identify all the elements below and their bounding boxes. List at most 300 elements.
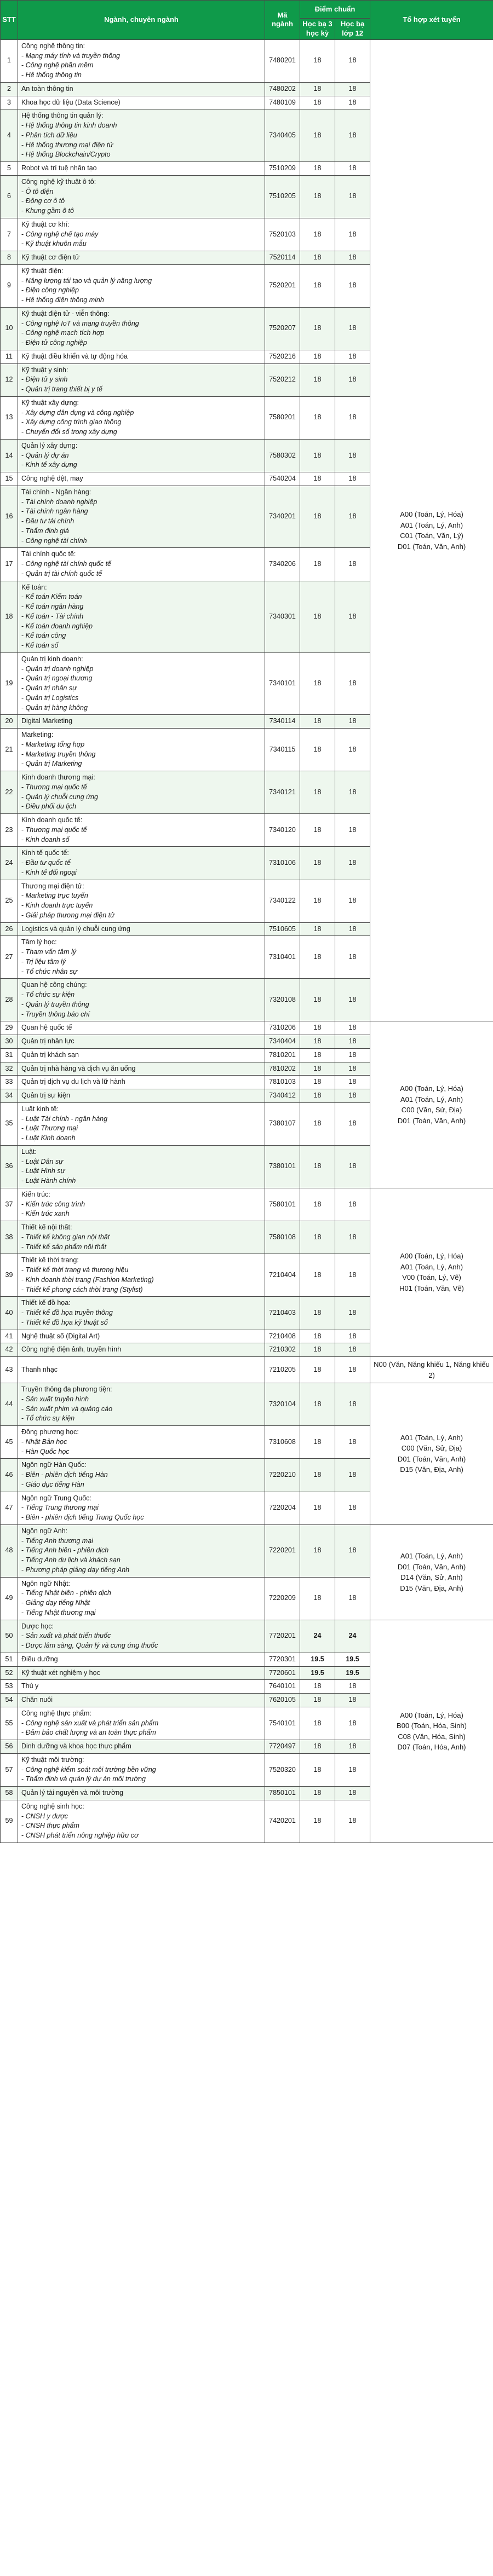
row-hb12: 18 xyxy=(335,96,370,109)
row-stt: 44 xyxy=(1,1383,18,1426)
row-hb3: 18 xyxy=(300,548,335,581)
row-hb3: 18 xyxy=(300,486,335,548)
row-hb12: 24 xyxy=(335,1620,370,1653)
row-code: 7510209 xyxy=(265,162,300,176)
row-code: 7810103 xyxy=(265,1076,300,1089)
specialization: - Chuyển đổi số trong xây dựng xyxy=(21,428,261,437)
major-name: Công nghệ thông tin: xyxy=(21,42,85,50)
specialization: - Khung gầm ô tô xyxy=(21,206,261,216)
major-name: Quản trị nhà hàng và dịch vụ ăn uống xyxy=(21,1064,136,1072)
specialization: - Sản xuất và phát triển thuốc xyxy=(21,1631,261,1641)
row-hb3: 18 xyxy=(300,1383,335,1426)
row-hb3: 18 xyxy=(300,729,335,771)
header-hb12: Học bạ lớp 12 xyxy=(335,19,370,40)
row-code: 7340201 xyxy=(265,486,300,548)
row-hb12: 18 xyxy=(335,1694,370,1707)
row-stt: 11 xyxy=(1,350,18,363)
major-name: Digital Marketing xyxy=(21,717,73,725)
specialization: - Trị liệu tâm lý xyxy=(21,957,261,967)
row-major xyxy=(18,1492,265,1524)
row-stt: 19 xyxy=(1,652,18,715)
major-name: Kỹ thuật xây dựng: xyxy=(21,398,79,407)
major-name: Nghệ thuật số (Digital Art) xyxy=(21,1332,100,1340)
specialization: - Kiến trúc xanh xyxy=(21,1209,261,1219)
row-hb12: 18 xyxy=(335,1459,370,1492)
row-stt: 49 xyxy=(1,1577,18,1620)
major-name: Kinh tế quốc tế: xyxy=(21,849,69,857)
row-major xyxy=(18,1383,265,1426)
row-hb3: 18 xyxy=(300,1021,335,1035)
specialization: - Tổ chức sự kiện xyxy=(21,990,261,1000)
row-major xyxy=(18,548,265,581)
row-hb12: 18 xyxy=(335,264,370,307)
specialization: - Quản lý chuỗi cung ứng xyxy=(21,793,261,802)
header-to-hop: Tổ hợp xét tuyển xyxy=(370,1,493,40)
row-hb12: 18 xyxy=(335,486,370,548)
row-major xyxy=(18,1707,265,1740)
row-code: 7220201 xyxy=(265,1524,300,1577)
major-name: Quản lý xây dựng: xyxy=(21,441,78,449)
row-code: 7520207 xyxy=(265,307,300,350)
combination-line: A01 (Toán, Lý, Anh) xyxy=(400,1433,463,1442)
specialization: - CNSH phát triển nông nghiệp hữu cơ xyxy=(21,1831,261,1841)
specialization: - Kế toán số xyxy=(21,641,261,651)
specialization: - Quản lý truyền thông xyxy=(21,1000,261,1010)
header-hb3: Học bạ 3 học kỳ xyxy=(300,19,335,40)
major-name: Ngôn ngữ Hàn Quốc: xyxy=(21,1461,87,1469)
row-hb12: 18 xyxy=(335,936,370,979)
specialization: - Marketing tổng hợp xyxy=(21,740,261,750)
row-major xyxy=(18,1145,265,1188)
row-major xyxy=(18,1740,265,1754)
row-major xyxy=(18,39,265,82)
row-hb12: 18 xyxy=(335,39,370,82)
specialization: - Điều phối du lịch xyxy=(21,802,261,812)
specialization: - Kế toán Kiểm toán xyxy=(21,592,261,602)
row-hb3: 18 xyxy=(300,363,335,396)
specialization: - Tiếng Nhật biên - phiên dịch xyxy=(21,1589,261,1598)
major-name: Kỹ thuật điện tử - viễn thông: xyxy=(21,309,110,317)
row-hb3: 18 xyxy=(300,1221,335,1254)
major-name: Luật: xyxy=(21,1147,37,1156)
row-stt: 2 xyxy=(1,82,18,96)
row-stt: 9 xyxy=(1,264,18,307)
row-code: 7380101 xyxy=(265,1145,300,1188)
specialization: - Quản lý dự án xyxy=(21,451,261,461)
specialization: - Quản trị tài chính quốc tế xyxy=(21,569,261,579)
row-stt: 13 xyxy=(1,396,18,439)
specialization: - Tiếng Trung thương mại xyxy=(21,1503,261,1513)
row-major xyxy=(18,1343,265,1357)
specialization: - Điện tử y sinh xyxy=(21,375,261,385)
row-code: 7340120 xyxy=(265,814,300,847)
row-code: 7340115 xyxy=(265,729,300,771)
row-code: 7520114 xyxy=(265,251,300,265)
header-ma-nganh: Mã ngành xyxy=(265,1,300,40)
major-name: Kỹ thuật xét nghiệm y học xyxy=(21,1668,100,1677)
specialization: - Kế toán ngân hàng xyxy=(21,602,261,612)
row-hb3: 18 xyxy=(300,1492,335,1524)
row-major xyxy=(18,1666,265,1680)
row-major xyxy=(18,439,265,472)
combination-line: D15 (Văn, Địa, Anh) xyxy=(400,1584,463,1592)
major-name: Công nghệ điện ảnh, truyền hình xyxy=(21,1345,122,1354)
row-code: 7340404 xyxy=(265,1035,300,1049)
row-major xyxy=(18,1753,265,1786)
major-name: Truyền thông đa phương tiện: xyxy=(21,1385,112,1394)
row-major xyxy=(18,1694,265,1707)
row-hb12: 18 xyxy=(335,1800,370,1843)
specialization: - Công nghệ phần mềm xyxy=(21,61,261,71)
row-hb12: 18 xyxy=(335,82,370,96)
specialization: - Điện tử công nghiệp xyxy=(21,338,261,348)
row-stt: 57 xyxy=(1,1753,18,1786)
specialization: - Marketing truyền thông xyxy=(21,750,261,760)
row-stt: 5 xyxy=(1,162,18,176)
row-major xyxy=(18,1076,265,1089)
specialization: - Kinh tế xây dựng xyxy=(21,460,261,470)
row-code: 7220204 xyxy=(265,1492,300,1524)
major-name: Kỹ thuật cơ điện tử xyxy=(21,253,80,262)
combination-line: C00 (Văn, Sử, Địa) xyxy=(401,1106,462,1114)
specialization: - Điện công nghiệp xyxy=(21,286,261,296)
row-stt: 32 xyxy=(1,1062,18,1076)
row-hb3: 18 xyxy=(300,1426,335,1459)
combination-line: D01 (Toán, Văn, Anh) xyxy=(397,1454,466,1463)
row-hb12: 18 xyxy=(335,548,370,581)
specialization: - Kiến trúc công trình xyxy=(21,1200,261,1210)
row-hb3: 18 xyxy=(300,1680,335,1694)
row-hb12: 18 xyxy=(335,1297,370,1330)
row-stt: 3 xyxy=(1,96,18,109)
combination-line: H01 (Toán, Văn, Vẽ) xyxy=(399,1284,464,1292)
row-hb12: 18 xyxy=(335,1021,370,1035)
row-hb3: 18 xyxy=(300,1330,335,1343)
row-stt: 23 xyxy=(1,814,18,847)
row-hb3: 18 xyxy=(300,1694,335,1707)
row-hb12: 18 xyxy=(335,162,370,176)
subject-combination xyxy=(370,1188,493,1356)
row-code: 7320104 xyxy=(265,1383,300,1426)
combination-line: A01 (Toán, Lý, Anh) xyxy=(400,1095,463,1104)
row-stt: 48 xyxy=(1,1524,18,1577)
row-major xyxy=(18,1680,265,1694)
specialization: - Tài chính ngân hàng xyxy=(21,507,261,517)
row-hb3: 18 xyxy=(300,251,335,265)
row-stt: 18 xyxy=(1,581,18,652)
row-code: 7720601 xyxy=(265,1666,300,1680)
row-major xyxy=(18,1787,265,1800)
row-hb3: 18 xyxy=(300,814,335,847)
major-name: Tâm lý học: xyxy=(21,938,57,946)
row-hb3: 18 xyxy=(300,1800,335,1843)
specialization: - Kế toán công xyxy=(21,631,261,641)
specialization: - Giáo dục tiếng Hàn xyxy=(21,1480,261,1490)
row-hb12: 18 xyxy=(335,581,370,652)
major-name: Kỹ thuật y sinh: xyxy=(21,366,68,374)
row-stt: 36 xyxy=(1,1145,18,1188)
row-hb12: 18 xyxy=(335,1707,370,1740)
specialization: - Luật Kinh doanh xyxy=(21,1134,261,1143)
row-major xyxy=(18,1459,265,1492)
row-hb3: 18 xyxy=(300,1048,335,1062)
specialization: - Hệ thống điện thông minh xyxy=(21,296,261,305)
row-code: 7520103 xyxy=(265,218,300,251)
major-name: Kiến trúc: xyxy=(21,1190,50,1198)
row-code: 7480109 xyxy=(265,96,300,109)
combination-line: A01 (Toán, Lý, Anh) xyxy=(400,521,463,529)
specialization: - Quản trị hàng không xyxy=(21,703,261,713)
specialization: - Hệ thống thương mại điện tử xyxy=(21,141,261,151)
row-hb12: 18 xyxy=(335,1740,370,1754)
row-hb12: 18 xyxy=(335,814,370,847)
row-major xyxy=(18,251,265,265)
row-code: 7580302 xyxy=(265,439,300,472)
row-stt: 39 xyxy=(1,1254,18,1297)
row-hb12: 18 xyxy=(335,1188,370,1221)
row-code: 7480201 xyxy=(265,39,300,82)
subject-combination xyxy=(370,1357,493,1383)
row-hb3: 18 xyxy=(300,1188,335,1221)
row-hb3: 18 xyxy=(300,1707,335,1740)
row-hb3: 18 xyxy=(300,1145,335,1188)
major-name: Quản trị khách sạn xyxy=(21,1050,79,1059)
specialization: - Quản trị trang thiết bị y tế xyxy=(21,385,261,395)
specialization: - Hệ thống Blockchain/Crypto xyxy=(21,150,261,160)
row-major xyxy=(18,486,265,548)
major-name: Tài chính - Ngân hàng: xyxy=(21,488,91,496)
combination-line: B00 (Toán, Hóa, Sinh) xyxy=(397,1722,467,1730)
row-hb3: 18 xyxy=(300,1459,335,1492)
major-name: Thú y xyxy=(21,1682,39,1690)
row-stt: 21 xyxy=(1,729,18,771)
specialization: - Công nghệ tài chính quốc tế xyxy=(21,559,261,569)
table-row xyxy=(1,1021,493,1035)
row-hb3: 18 xyxy=(300,307,335,350)
row-stt: 43 xyxy=(1,1357,18,1383)
row-hb3: 18 xyxy=(300,472,335,486)
major-name: Thương mại điện tử: xyxy=(21,882,84,890)
row-stt: 53 xyxy=(1,1680,18,1694)
row-code: 7210205 xyxy=(265,1357,300,1383)
table-body xyxy=(1,39,493,1843)
row-hb12: 18 xyxy=(335,1524,370,1577)
specialization: - Công nghệ chế tạo máy xyxy=(21,230,261,240)
table-row xyxy=(1,1357,493,1383)
specialization: - Thiết kế phong cách thời trang (Stylist) xyxy=(21,1285,261,1295)
major-name: Quan hệ công chúng: xyxy=(21,981,87,989)
specialization: - Xây dựng dân dụng và công nghiệp xyxy=(21,408,261,418)
combination-line: A01 (Toán, Lý, Anh) xyxy=(400,1552,463,1561)
specialization: - Thiết kế thời trang và thương hiệu xyxy=(21,1266,261,1275)
specialization: - Kinh tế đối ngoại xyxy=(21,868,261,878)
subject-combination xyxy=(370,1383,493,1525)
specialization: - Luật Thương mại xyxy=(21,1124,261,1134)
row-hb3: 18 xyxy=(300,1062,335,1076)
row-stt: 45 xyxy=(1,1426,18,1459)
row-stt: 27 xyxy=(1,936,18,979)
row-major xyxy=(18,880,265,922)
specialization: - Tiếng Nhật thương mại xyxy=(21,1608,261,1618)
row-hb12: 18 xyxy=(335,307,370,350)
row-hb12: 18 xyxy=(335,439,370,472)
row-hb12: 18 xyxy=(335,1089,370,1103)
row-major xyxy=(18,922,265,936)
row-code: 7580108 xyxy=(265,1221,300,1254)
major-name: Thanh nhạc xyxy=(21,1365,58,1373)
row-code: 7520212 xyxy=(265,363,300,396)
row-stt: 17 xyxy=(1,548,18,581)
table-row xyxy=(1,1524,493,1577)
major-name: Công nghệ kỹ thuật ô tô: xyxy=(21,177,96,186)
row-major xyxy=(18,1653,265,1666)
row-stt: 34 xyxy=(1,1089,18,1103)
row-hb12: 18 xyxy=(335,363,370,396)
specialization: - Hàn Quốc học xyxy=(21,1447,261,1457)
row-hb3: 18 xyxy=(300,1254,335,1297)
specialization: - Hệ thống thông tin kinh doanh xyxy=(21,121,261,131)
row-stt: 14 xyxy=(1,439,18,472)
specialization: - Luật Tài chính - ngân hàng xyxy=(21,1114,261,1124)
row-code: 7510205 xyxy=(265,175,300,218)
row-stt: 16 xyxy=(1,486,18,548)
major-name: Quản trị sự kiện xyxy=(21,1091,70,1100)
row-hb12: 18 xyxy=(335,109,370,162)
specialization: - Công nghệ tài chính xyxy=(21,536,261,546)
specialization: - Xây dựng công trình giao thông xyxy=(21,418,261,428)
row-code: 7340301 xyxy=(265,581,300,652)
row-stt: 15 xyxy=(1,472,18,486)
major-name: Dinh dưỡng và khoa học thực phẩm xyxy=(21,1742,131,1751)
row-hb12: 18 xyxy=(335,1145,370,1188)
row-stt: 52 xyxy=(1,1666,18,1680)
row-hb12: 18 xyxy=(335,175,370,218)
row-hb3: 18 xyxy=(300,880,335,922)
major-name: Ngôn ngữ Nhật: xyxy=(21,1579,70,1587)
row-stt: 7 xyxy=(1,218,18,251)
row-hb3: 18 xyxy=(300,1035,335,1049)
row-hb3: 19.5 xyxy=(300,1653,335,1666)
row-stt: 22 xyxy=(1,771,18,814)
row-hb12: 18 xyxy=(335,771,370,814)
row-code: 7210408 xyxy=(265,1330,300,1343)
row-major xyxy=(18,1035,265,1049)
specialization: - Phương pháp giảng dạy tiếng Anh xyxy=(21,1566,261,1575)
major-name: Quản trị kinh doanh: xyxy=(21,655,83,663)
specialization: - Sản xuất truyền hình xyxy=(21,1395,261,1405)
row-major xyxy=(18,82,265,96)
row-code: 7310106 xyxy=(265,847,300,880)
specialization: - Nhật Bản học xyxy=(21,1437,261,1447)
row-stt: 50 xyxy=(1,1620,18,1653)
combination-line: A00 (Toán, Lý, Hóa) xyxy=(400,1711,463,1719)
major-name: Quản trị nhân lực xyxy=(21,1037,74,1046)
major-name: Kỹ thuật cơ khí: xyxy=(21,220,70,228)
row-hb12: 18 xyxy=(335,1357,370,1383)
row-code: 7810201 xyxy=(265,1048,300,1062)
major-name: Quan hệ quốc tế xyxy=(21,1024,72,1032)
row-code: 7580101 xyxy=(265,1188,300,1221)
row-stt: 8 xyxy=(1,251,18,265)
specialization: - Đầu tư tài chính xyxy=(21,517,261,527)
specialization: - Hệ thống thông tin xyxy=(21,71,261,80)
row-hb12: 18 xyxy=(335,1383,370,1426)
specialization: - Thương mại quốc tế xyxy=(21,783,261,793)
specialization: - Kinh doanh thời trang (Fashion Marketing) xyxy=(21,1275,261,1285)
row-hb3: 18 xyxy=(300,1740,335,1754)
specialization: - Tiếng Anh thương mại xyxy=(21,1537,261,1546)
major-name: Logistics và quản lý chuỗi cung ứng xyxy=(21,925,130,933)
row-stt: 6 xyxy=(1,175,18,218)
major-name: Kế toán: xyxy=(21,583,47,591)
row-major xyxy=(18,1577,265,1620)
row-hb12: 18 xyxy=(335,350,370,363)
specialization: - Công nghệ IoT và mạng truyền thông xyxy=(21,319,261,329)
row-hb12: 18 xyxy=(335,1680,370,1694)
row-hb3: 19.5 xyxy=(300,1666,335,1680)
row-hb3: 18 xyxy=(300,715,335,729)
combination-line: A00 (Toán, Lý, Hóa) xyxy=(400,510,463,519)
row-code: 7210403 xyxy=(265,1297,300,1330)
row-stt: 29 xyxy=(1,1021,18,1035)
row-major xyxy=(18,1297,265,1330)
row-code: 7340122 xyxy=(265,880,300,922)
major-name: Hệ thống thông tin quản lý: xyxy=(21,112,104,120)
row-stt: 42 xyxy=(1,1343,18,1357)
specialization: - Tài chính doanh nghiệp xyxy=(21,498,261,507)
row-major xyxy=(18,350,265,363)
row-code: 7340101 xyxy=(265,652,300,715)
row-code: 7310608 xyxy=(265,1426,300,1459)
row-major xyxy=(18,1188,265,1221)
row-major xyxy=(18,472,265,486)
major-name: Công nghệ thực phẩm: xyxy=(21,1709,91,1717)
row-code: 7340114 xyxy=(265,715,300,729)
row-hb3: 18 xyxy=(300,82,335,96)
row-stt: 24 xyxy=(1,847,18,880)
combination-line: C00 (Văn, Sử, Địa) xyxy=(401,1444,462,1453)
row-major xyxy=(18,1254,265,1297)
specialization: - Sản xuất phim và quảng cáo xyxy=(21,1405,261,1414)
row-major xyxy=(18,175,265,218)
row-code: 7340121 xyxy=(265,771,300,814)
row-stt: 12 xyxy=(1,363,18,396)
row-hb3: 18 xyxy=(300,1357,335,1383)
specialization: - Luật Hình sự xyxy=(21,1166,261,1176)
major-name: Marketing: xyxy=(21,731,54,739)
row-stt: 51 xyxy=(1,1653,18,1666)
major-name: Kỹ thuật môi trường: xyxy=(21,1755,84,1764)
row-major xyxy=(18,1089,265,1103)
major-name: Đông phương học: xyxy=(21,1428,79,1436)
row-hb12: 18 xyxy=(335,1577,370,1620)
combination-line: D01 (Toán, Văn, Anh) xyxy=(397,1562,466,1571)
major-name: Ngôn ngữ Anh: xyxy=(21,1527,68,1535)
row-hb3: 18 xyxy=(300,96,335,109)
row-hb12: 18 xyxy=(335,251,370,265)
row-hb3: 18 xyxy=(300,1577,335,1620)
row-stt: 54 xyxy=(1,1694,18,1707)
header-diem-chuan: Điểm chuẩn xyxy=(300,1,370,19)
major-name: Kỹ thuật điều khiển và tự động hóa xyxy=(21,352,128,360)
row-hb12: 18 xyxy=(335,1048,370,1062)
specialization: - Kế toán doanh nghiệp xyxy=(21,622,261,632)
row-hb3: 18 xyxy=(300,162,335,176)
row-hb3: 18 xyxy=(300,936,335,979)
table-row xyxy=(1,1383,493,1426)
row-code: 7540101 xyxy=(265,1707,300,1740)
row-hb3: 18 xyxy=(300,979,335,1021)
